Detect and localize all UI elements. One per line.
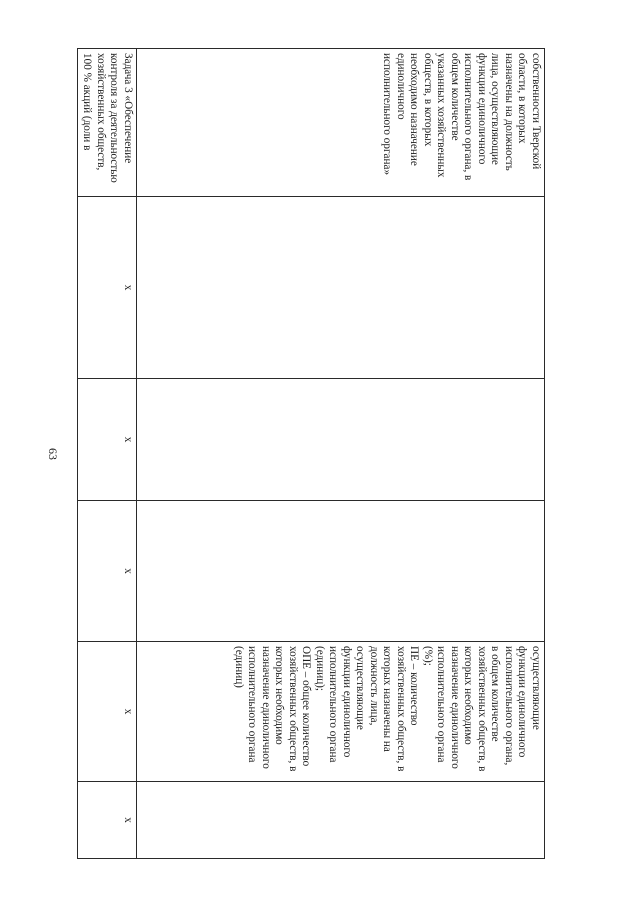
table-cell-empty: [137, 197, 545, 379]
task-name-text: Задача 3 «Обеспечение контроля за деятельностью хозяйственных обществ, 100 % акций (доли в: [81, 53, 134, 183]
table-cell-formula-description: [137, 642, 545, 782]
table-viewport: [81, 48, 545, 858]
cross-mark: х: [122, 708, 134, 715]
table-cell-empty: [137, 379, 545, 501]
table-cell-mark: [78, 642, 137, 782]
table-cell-mark: [78, 782, 137, 859]
table-row: [78, 49, 137, 859]
table-cell-empty: [137, 501, 545, 642]
indicator-name-text: собственности Тверской области, в которых назначены на должность лица, осуществляющие функции единоличного исполнительного органа, в общем количестве указанных хозяйственных обществ, в которых необходимо назначение единоличного исполнительного органа»: [381, 53, 542, 181]
table-cell-task-name: [78, 49, 137, 197]
cross-mark: х: [122, 817, 134, 823]
cross-mark: х: [122, 568, 134, 574]
table-cell-indicator-name: [137, 49, 545, 197]
cross-mark: х: [122, 284, 134, 291]
table-cell-mark: [78, 197, 137, 379]
table-cell-mark: [78, 501, 137, 642]
table-cell-mark: [78, 379, 137, 501]
cross-mark: х: [122, 436, 134, 443]
table-row: [137, 49, 545, 859]
page-number: 63: [46, 448, 60, 460]
table-cell-empty: [137, 782, 545, 859]
indicators-table: [77, 48, 545, 859]
formula-description-text: осуществляющие функции единоличного исполнительного органа, в общем количестве хозяйственных обществ, в которых необходимо назначение единоличного исполнительного органа (%); ПЕ – количество хозяйственных обществ, в которых назначены на должность лица, осуществляющие функции единоличного исполнительного органа (единиц); ОПЕ – общее количество хозяйственных обществ, в которых необходимо назначение единоличного исполнительного органа (единиц): [233, 646, 542, 772]
